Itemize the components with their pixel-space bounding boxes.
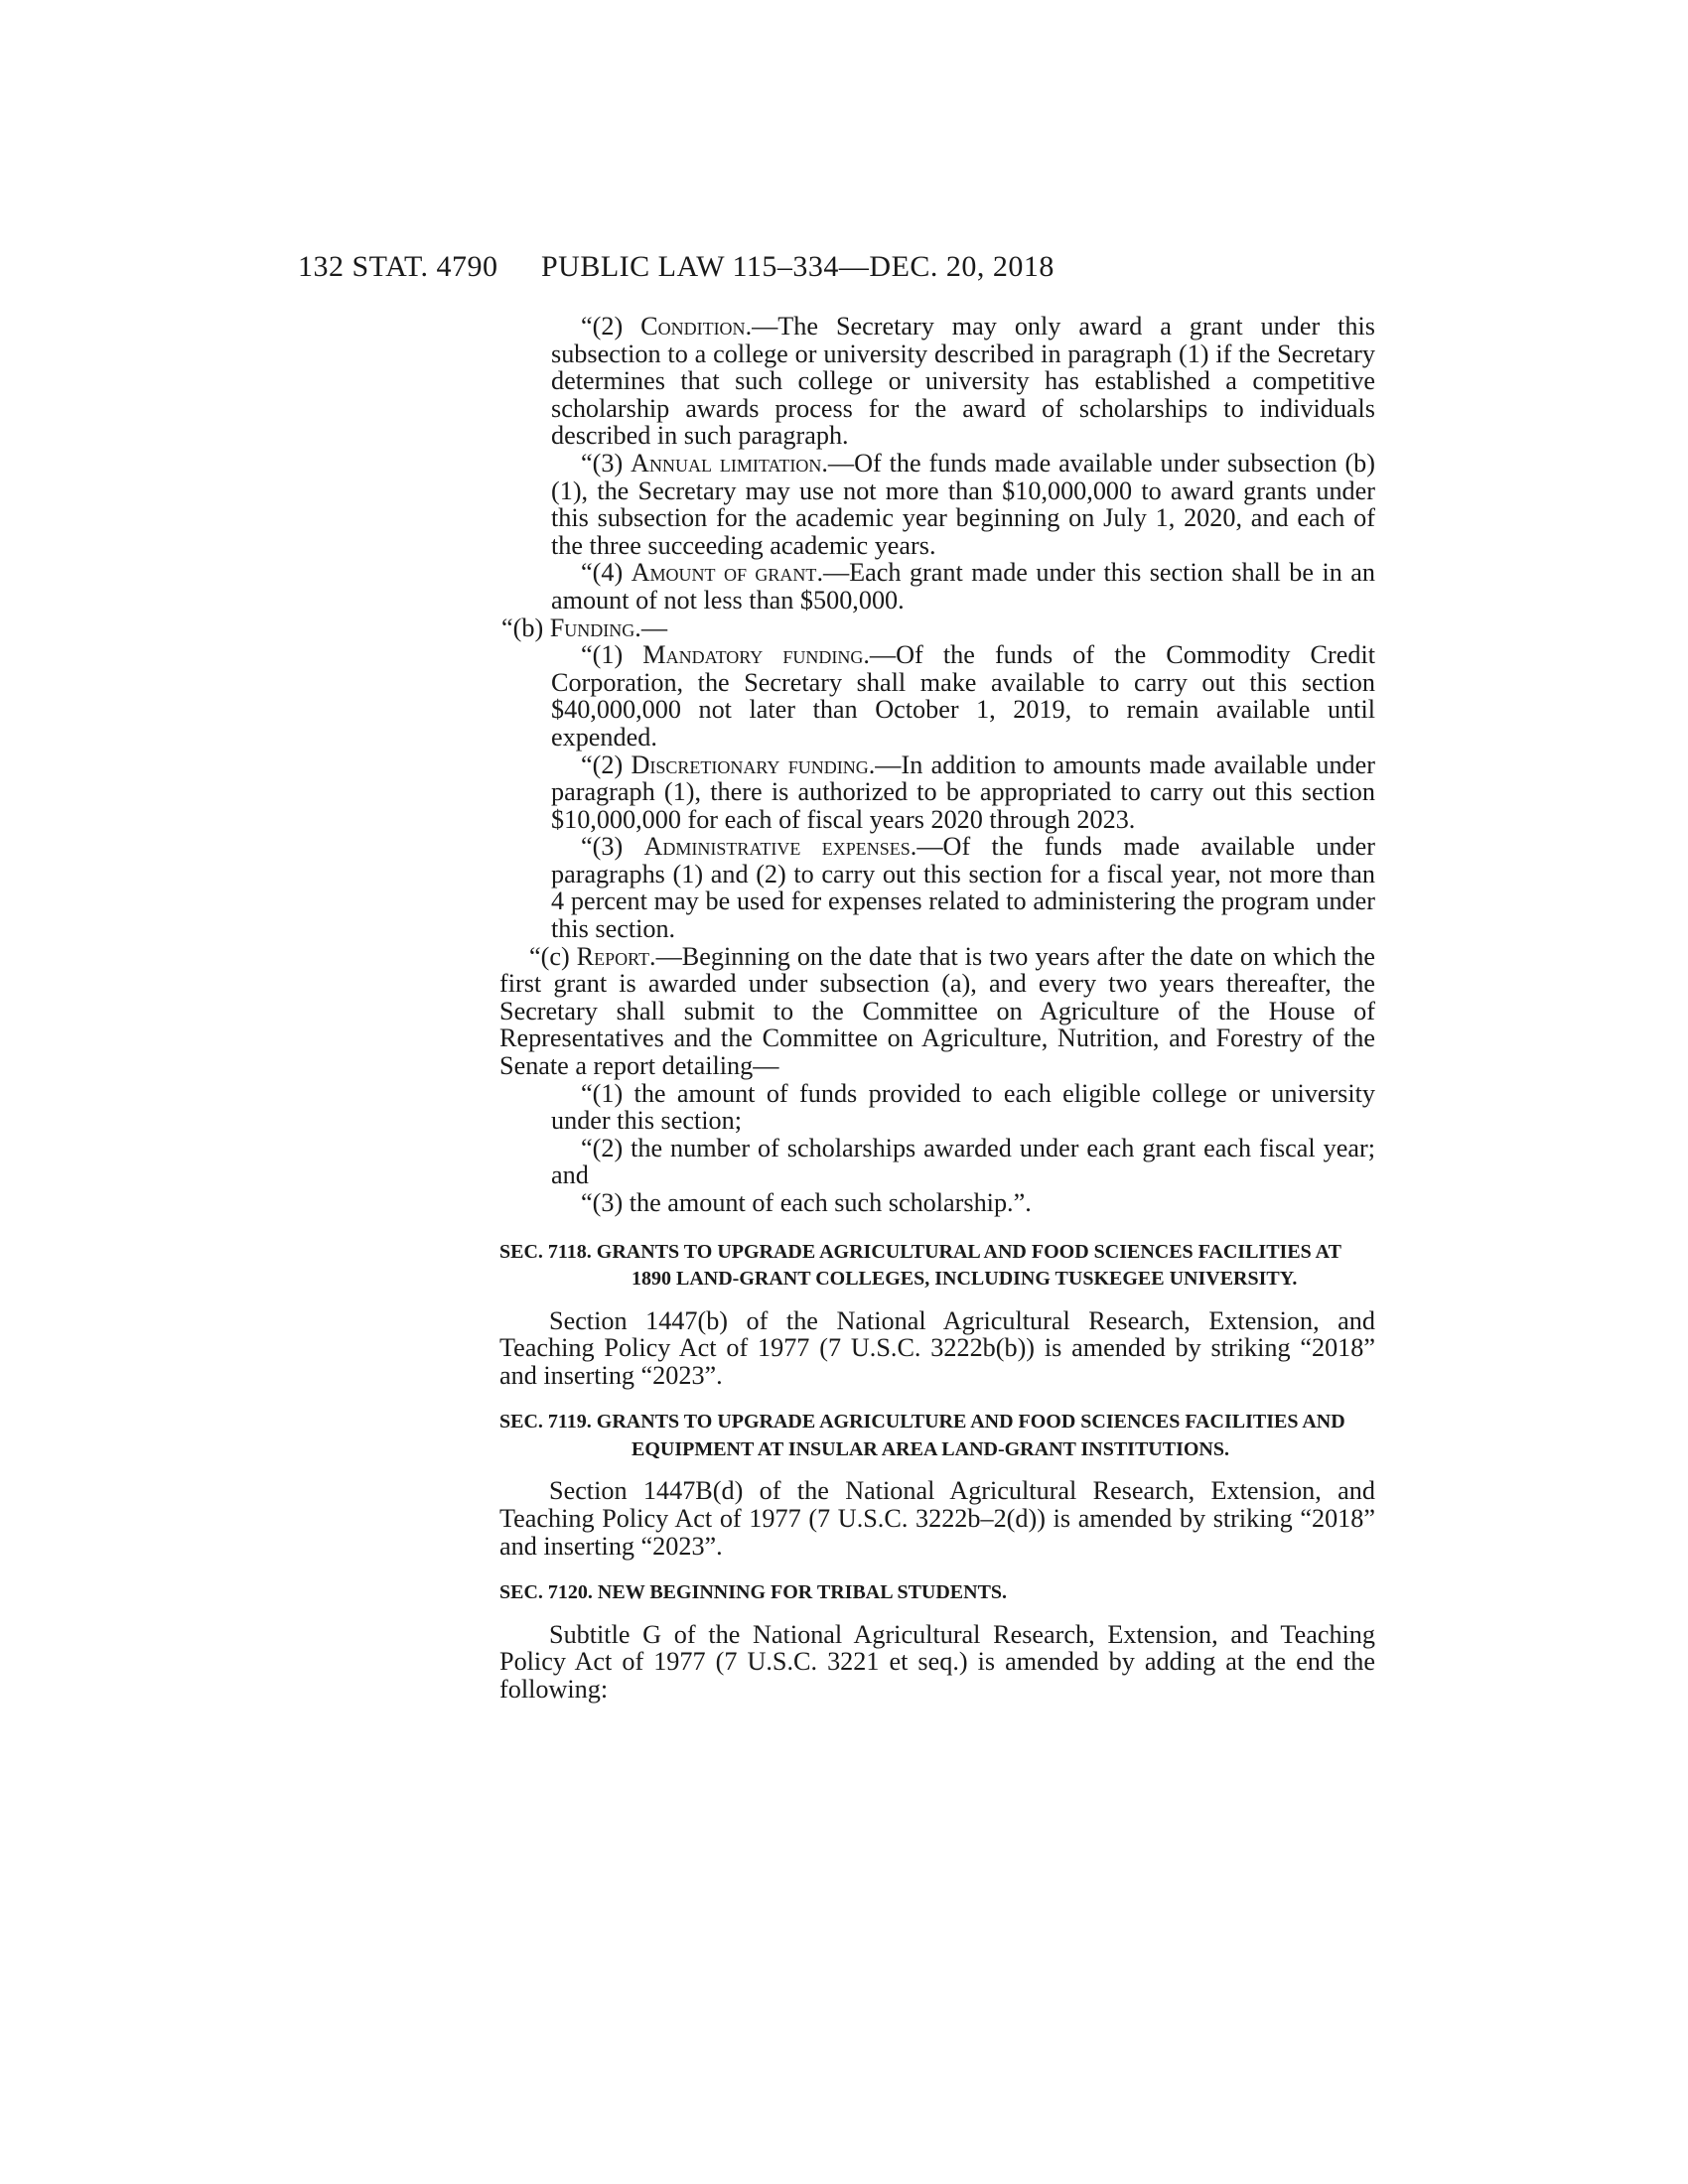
paragraph-heading: Administrative expenses — [643, 832, 911, 862]
section-7120-body: Subtitle G of the National Agricultural Research, Extension, and Teaching Policy Act of 1977 (7 U.S.C. 3221 et seq.) is amended by adding at the end the following: — [499, 1619, 1375, 1704]
paragraph-a2-condition: “(2) Condition.—The Secretary may only award a grant under this subsection to a college or university described in paragraph (1) if the Secretary determines that such college or university has established a competitive scholarship awards process for the award of scholarships to individuals described in such paragraph. — [551, 312, 1375, 451]
paragraph-b1-mandatory-funding: “(1) Mandatory funding.—Of the funds of the Commodity Credit Corporation, the Secretary shall make available to carry out this section $40,000,000 not later than October 1, 2019, to remain available until expended. — [551, 640, 1376, 751]
subsection-b-funding: “(b) Funding.— — [501, 613, 668, 642]
paragraph-a3-annual-limitation: “(3) Annual limitation.—Of the funds made available under subsection (b)(1), the Secretary may use not more than $10,000,000 to award grants under this subsection for the academic year beginning on July 1, 2020, and each of the three succeeding academic years. — [551, 448, 1375, 560]
page-body — [501, 313, 1375, 1703]
section-7120-heading: SEC. 7120. NEW BEGINNING FOR TRIBAL STUDENTS. — [499, 1581, 1008, 1604]
section-7119-heading: SEC. 7119. GRANTS TO UPGRADE AGRICULTURE AND FOOD SCIENCES FACILITIES AND EQUIPMENT AT INSULAR AREA LAND-GRANT INSTITUTIONS. — [499, 1411, 1345, 1460]
paragraph-heading: Amount of grant — [631, 558, 817, 588]
subsection-c-report: “(c) Report.—Beginning on the date that is two years after the date on which the first grant is awarded under subsection (a), and every two years thereafter, the Secretary shall submit to the Committee on Agriculture of the House of Representatives and the Committee on Agriculture, Nutrition, and Forestry of the Senate a report detailing— — [499, 941, 1375, 1081]
paragraph-b3-administrative-expenses: “(3) Administrative expenses.—Of the funds made available under paragraphs (1) and (2) to carry out this section for a fiscal year, not more than 4 percent may be used for expenses related to administering the program under this section. — [551, 832, 1375, 944]
section-7118-heading: SEC. 7118. GRANTS TO UPGRADE AGRICULTURAL AND FOOD SCIENCES FACILITIES AT 1890 LAND-GRANT COLLEGES, INCLUDING TUSKEGEE UNIVERSITY. — [499, 1240, 1341, 1291]
paragraph-heading: Annual limitation — [631, 448, 822, 478]
section-7118-body: Section 1447(b) of the National Agricultural Research, Extension, and Teaching Policy Act of 1977 (7 U.S.C. 3222b(b)) is amended by striking “2018” and inserting “2023”. — [499, 1305, 1375, 1390]
subsection-heading: Report — [576, 941, 650, 971]
paragraph-b2-discretionary-funding: “(2) Discretionary funding.—In addition to amounts made available under paragraph (1), there is authorized to be appropriated to carry out this section $10,000,000 for each of fiscal years 2020 through 2023. — [551, 750, 1375, 834]
report-item-1: “(1) the amount of funds provided to each eligible college or university under this section; — [551, 1078, 1375, 1136]
paragraph-a4-amount-of-grant: “(4) Amount of grant.—Each grant made under this section shall be in an amount of not less than $500,000. — [551, 558, 1375, 614]
paragraph-heading: Condition — [640, 312, 746, 341]
report-item-2: “(2) the number of scholarships awarded under each grant each fiscal year; and — [551, 1133, 1375, 1190]
public-law-citation: PUBLIC LAW 115–334—DEC. 20, 2018 — [541, 250, 1055, 283]
subsection-heading: Funding — [549, 613, 635, 642]
paragraph-heading: Discretionary funding — [631, 750, 869, 779]
statute-citation: 132 STAT. 4790 — [298, 250, 498, 283]
paragraph-heading: Mandatory funding — [642, 640, 864, 670]
report-item-3: “(3) the amount of each such scholarship.”. — [581, 1188, 1032, 1217]
section-7119-body: Section 1447B(d) of the National Agricultural Research, Extension, and Teaching Policy Act of 1977 (7 U.S.C. 3222b–2(d)) is amended by striking “2018” and inserting “2023”. — [499, 1476, 1375, 1561]
